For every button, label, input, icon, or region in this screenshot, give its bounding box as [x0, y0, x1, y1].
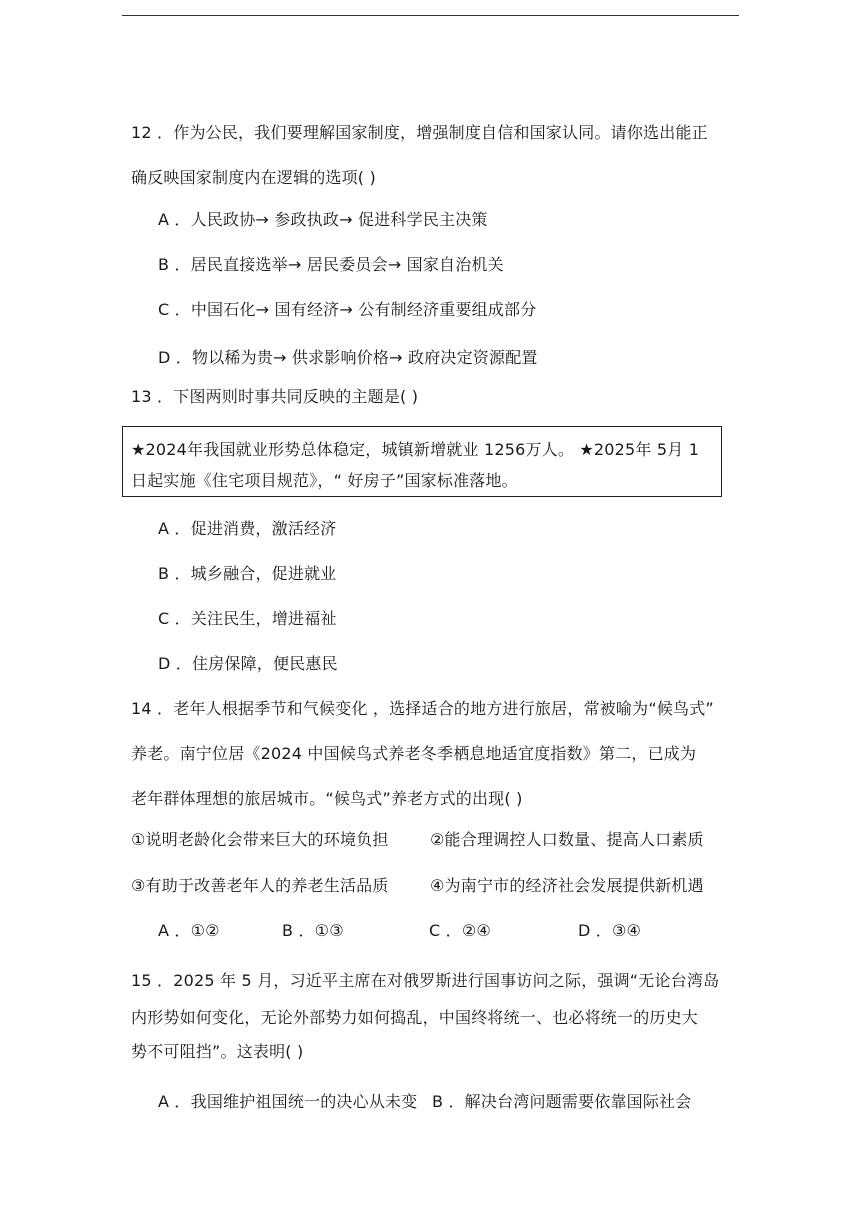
- q14-option-a: A ．①②: [158, 921, 220, 940]
- q14-item-3: ③有助于改善老年人的养老生活品质: [131, 876, 389, 895]
- q14-item-1: ①说明老龄化会带来巨大的环境负担: [131, 830, 389, 849]
- q13-option-a: A ．促进消费，激活经济: [158, 519, 337, 538]
- q12-option-c: C ．中国石化→ 国有经济→ 公有制经济重要组成部分: [158, 300, 537, 319]
- q14-option-c: C ．②④: [429, 921, 491, 940]
- news-box-line1: ★2024年我国就业形势总体稳定，城镇新增就业 1256万人。 ★2025年 5月 1: [131, 440, 700, 459]
- q13-option-c: C ．关注民生，增进福祉: [158, 609, 337, 628]
- q14-stem-line2: 养老。南宁位居《2024 中国候鸟式养老冬季栖息地适宜度指数》第二，已成为: [131, 744, 697, 763]
- q14-option-d: D ．③④: [578, 921, 642, 940]
- q13-option-b: B ．城乡融合，促进就业: [158, 564, 337, 583]
- q13-stem: 13 ．下图两则时事共同反映的主题是( ): [131, 387, 419, 406]
- news-box: [122, 426, 722, 497]
- q15-option-a: A ．我国维护祖国统一的决心从未变: [158, 1092, 418, 1111]
- q12-option-d: D ．物以稀为贵→ 供求影响价格→ 政府决定资源配置: [158, 348, 538, 367]
- q14-stem-line3: 老年群体理想的旅居城市。“候鸟式”养老方式的出现( ): [131, 789, 523, 808]
- q15-stem-line2: 内形势如何变化，无论外部势力如何捣乱，中国终将统一、也必将统一的历史大: [131, 1008, 699, 1027]
- q15-stem-line3: 势不可阻挡”。这表明( ): [131, 1042, 304, 1061]
- q13-option-d: D ．住房保障，便民惠民: [158, 654, 338, 673]
- news-box-line2: 日起实施《住宅项目规范》，“ 好房子”国家标准落地。: [131, 471, 518, 490]
- q12-option-a: A ．人民政协→ 参政执政→ 促进科学民主决策: [158, 210, 488, 229]
- q15-stem-line1: 15 ．2025 年 5 月，习近平主席在对俄罗斯进行国事访问之际，强调“无论台湾岛: [131, 971, 720, 990]
- q12-stem-line1: 12 ．作为公民，我们要理解国家制度，增强制度自信和国家认同。请你选出能正: [131, 123, 708, 142]
- header-rule: [122, 15, 739, 16]
- q12-option-b: B ．居民直接选举→ 居民委员会→ 国家自治机关: [158, 255, 504, 274]
- q12-stem-line2: 确反映国家制度内在逻辑的选项( ): [131, 168, 376, 187]
- q14-stem-line1: 14 ．老年人根据季节和气候变化 ，选择适合的地方进行旅居，常被喻为“候鸟式”: [131, 699, 714, 718]
- q14-option-b: B ．①③: [282, 921, 344, 940]
- q14-item-4: ④为南宁市的经济社会发展提供新机遇: [430, 876, 704, 895]
- q14-item-2: ②能合理调控人口数量、提高人口素质: [430, 830, 704, 849]
- q15-option-b: B ．解决台湾问题需要依靠国际社会: [432, 1092, 692, 1111]
